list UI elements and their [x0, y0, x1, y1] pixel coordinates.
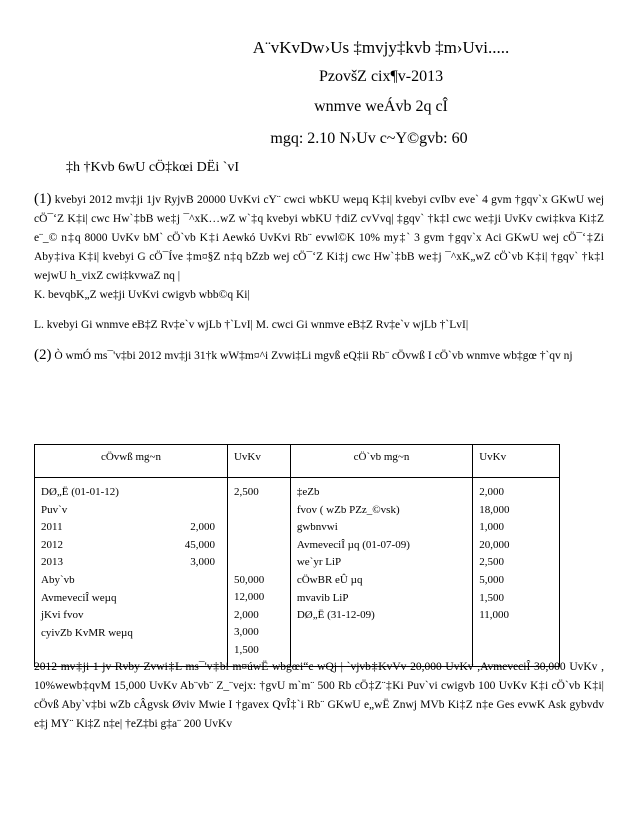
receipt-line: [41, 537, 221, 555]
receipt-line: [41, 484, 221, 502]
receipt-line: [41, 519, 221, 537]
payment-label: gwbnvwi: [296, 521, 338, 534]
receipts-amount-cell: [227, 478, 290, 667]
question-text: kvebyi 2012 mv‡ji 1jv RyjvB 20000 UvKvi cY¨ cwci wbKU weµq K‡i| kvebyi cvIbv eve` 4 gvm †gqv`x GKwU wej cÖ¯‘Z K‡i| cwc Hw`‡bB we‡j ¯^xK…wZ w`‡q kvebyi wbKU †diZ cvVvq| ‡gqv` †k‡l cwc we‡ji UvKv cwi‡kva Ki‡Z e¨_© n‡q 8000 UvKv bM` cÖ`vb K‡i Aewkó UvKvi Rb¨ evwl©K 10% my‡` 3 gvm †gqv`x Aci GKwU wej cÖ¯‘‡Zi Aby‡iva K‡i| kvebyi G cÖ¯Íve ‡m¤§Z n‡q bZzb wej cÖ¯‘Z Ki‡j cwc Hw`‡bB we‡j ¯^xK„wZ cÖ`vb K‡i| †gqv` †k‡l wejwU h_vixZ cwi‡kvwaZ nq |: [34, 194, 605, 282]
spacer: [234, 502, 284, 537]
receipt-line: [41, 502, 221, 520]
question-2-details: 2012 mv‡ji 1 jv Rvby Zvwi‡L ms¯'v‡bi m¤úwË wbgœi“c wQj | `vjvb‡KvVv 20,000 UvKv ,AvmeveciÎ 30,000 UvKv , 10%wewb‡qvM 15,000 UvKv Ab¨vb¨ Z_¨vejx: †gvU m`m¨ 500 Rb cÖ‡Z¨‡Ki Puv`vi cwigvb 100 UvKv K‡i cÖ`vb K‡i| cÖvß Aby`v‡bi wZb cÂgvsk Øviv Mwie I †gavex QvÎ‡`i Rb¨ GKwU e„wË Znwj MVb Ki‡Z n‡e Ges evwK Ask gybvdv e‡j MY¨ Ki‡Z n‡e| †eZ‡bi g‡a¨ 200 UvKv: [34, 661, 604, 730]
receipt-subamount: 2,000: [190, 521, 215, 534]
payments-cell: [290, 478, 472, 667]
payment-amount: 11,000: [479, 609, 510, 622]
receipt-label: 2013: [41, 556, 63, 569]
exam-name: PzovšZ cix¶v-2013: [318, 68, 444, 85]
receipt-amount: 1,500: [233, 643, 259, 656]
receipt-line: [41, 625, 221, 643]
receipt-label: AvmeveciÎ weµq: [41, 591, 117, 604]
header-receipts: cÖvwß mg~n: [35, 445, 228, 478]
receipt-amount: 50,000: [233, 573, 265, 586]
payment-label: we`yr LiP: [296, 556, 342, 569]
question-text: Ò wmÓ ms¯'v‡bi 2012 mv‡ji 31†k wW‡m¤^i Zvwi‡Li mgvß eQ‡ii Rb¨ cÖvwß I cÖ`vb wnmve wb‡gœ †`qv nj: [54, 350, 573, 362]
header-amount: UvKv: [473, 445, 560, 478]
receipt-line: [41, 554, 221, 572]
question-1: [34, 190, 604, 286]
question-2: [34, 346, 604, 366]
receipts-payments-table: [34, 444, 560, 667]
payment-amount: 5,000: [479, 573, 504, 586]
receipt-line: [41, 590, 221, 608]
receipt-label: jKvi fvov: [41, 609, 84, 622]
header-amount: UvKv: [227, 445, 290, 478]
payment-amount: 18,000: [479, 503, 510, 516]
receipt-amount: 2,500: [233, 486, 259, 498]
receipt-subamount: 3,000: [190, 556, 215, 569]
receipt-label: Puv`v: [41, 503, 68, 516]
receipt-label: Aby`vb: [41, 573, 75, 586]
table-header-row: [35, 445, 560, 478]
payment-label: cÖwBR eÛ µq: [296, 573, 363, 586]
question-number: (1): [34, 191, 52, 207]
receipt-line: [41, 607, 221, 625]
receipt-amount: 3,000: [233, 626, 259, 639]
question-number: (2): [34, 347, 52, 363]
payment-amount: 2,500: [479, 556, 504, 569]
spacer: [234, 537, 284, 572]
question-1-part-l: L. kvebyi Gi wnmve eB‡Z Rv‡e`v wjLb †`LvI| M. cwci Gi wnmve eB‡Z Rv‡e`v wjLb †`LvI|: [34, 319, 469, 331]
receipt-label: 2012: [41, 538, 63, 551]
payments-amount-cell: [473, 478, 560, 667]
payment-amount: 1,500: [479, 591, 504, 604]
header-title: A¨vKvDw›Us ‡mvjy‡kvb ‡m›Uvi.....: [252, 38, 510, 57]
receipt-label: cyivZb KvMR weµq: [41, 626, 133, 639]
paper-subject: wnmve weÁvb 2q cÎ: [314, 98, 448, 115]
receipts-cell: [35, 478, 228, 667]
table-row: [35, 478, 560, 667]
receipt-line: [41, 572, 221, 590]
payment-amount: 2,000: [479, 486, 504, 498]
receipt-amount: 12,000: [233, 591, 265, 604]
payment-label: DØ„Ë (31-12-09): [296, 609, 375, 622]
instruction: ‡h †Kvb 6wU cÖ‡kœi DËi `vI: [66, 160, 240, 175]
receipt-amount: 2,000: [233, 608, 259, 621]
receipt-label: DØ„Ë (01-01-12): [41, 486, 119, 498]
time-marks: mgq: 2.10 N›Uv c~Y©gvb: 60: [270, 130, 468, 147]
payment-label: fvov ( wZb PZz_©vsk): [296, 503, 400, 516]
payment-label: AvmeveciÎ µq (01-07-09): [296, 538, 410, 551]
header-payments: cÖ`vb mg~n: [290, 445, 472, 478]
payment-amount: 20,000: [479, 538, 510, 551]
receipt-label: 2011: [41, 521, 63, 534]
question-1-part-k: K. bevqbK„Z we‡ji UvKvi cwigvb wbb©q Ki|: [34, 289, 250, 301]
payment-amount: 1,000: [479, 521, 504, 534]
payment-label: ‡eZb: [296, 486, 320, 498]
receipt-subamount: 45,000: [184, 538, 215, 551]
payment-label: mvavib LiP: [296, 591, 349, 604]
